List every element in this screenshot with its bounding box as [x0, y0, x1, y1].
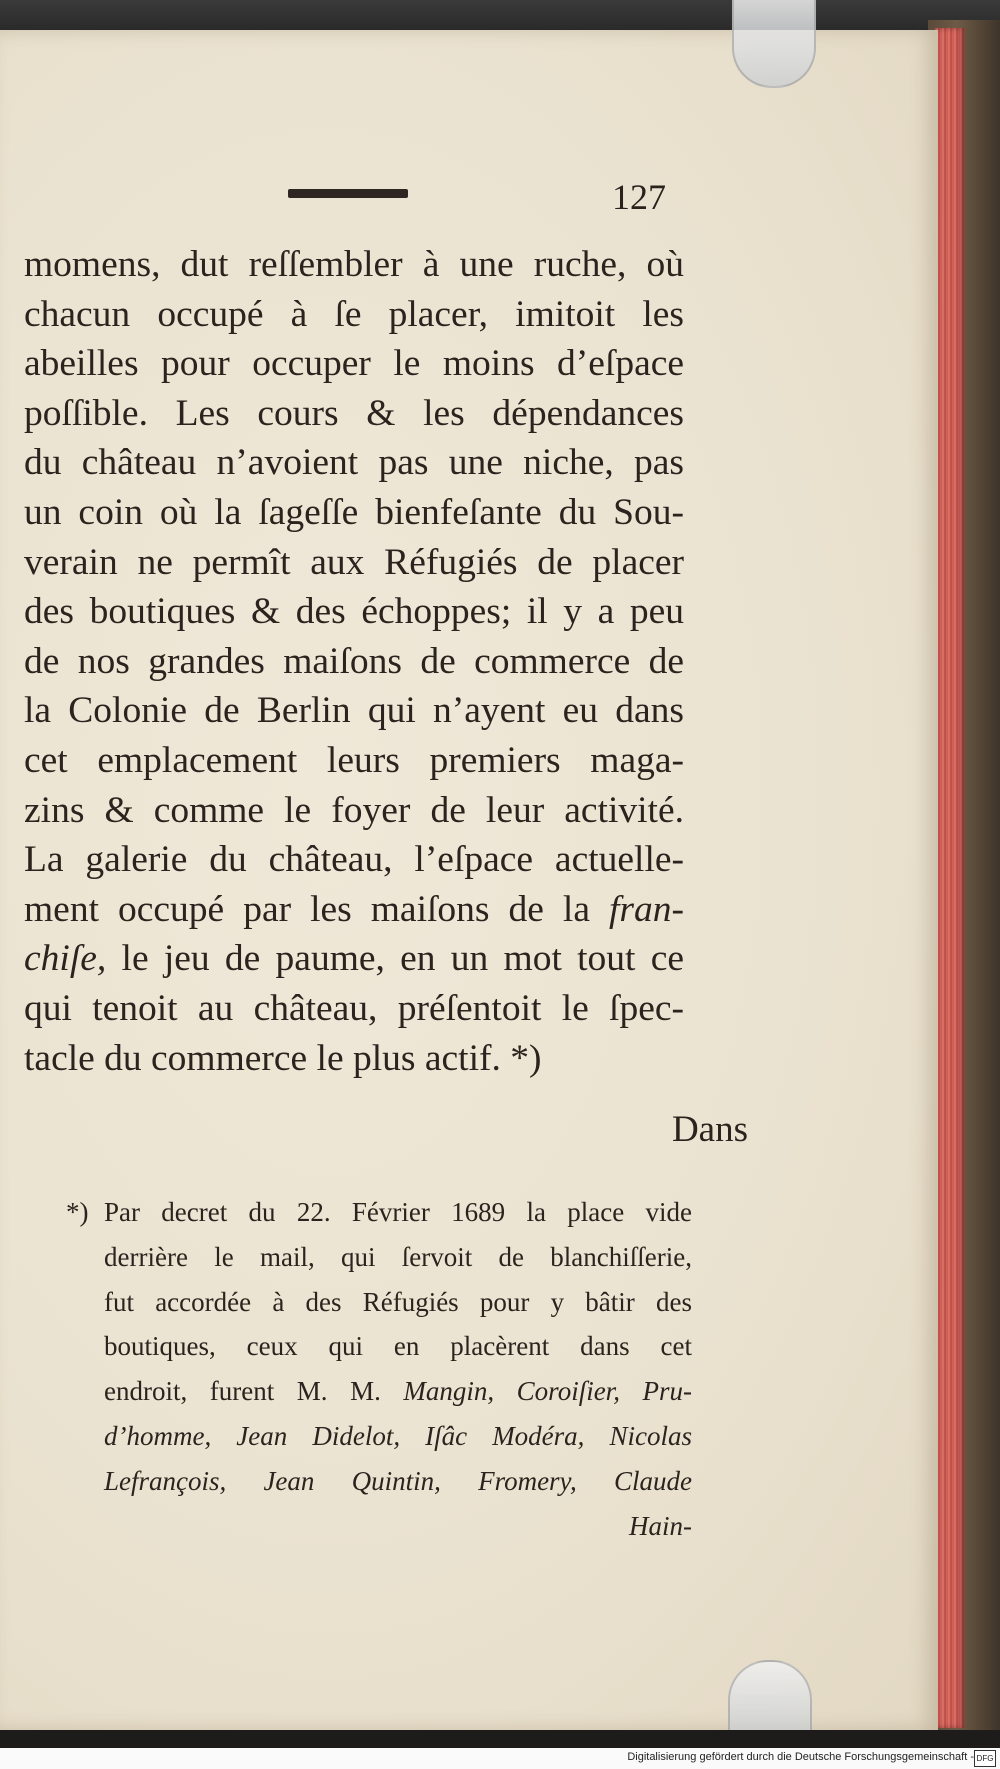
text-line: qui tenoit au château, préſentoit le ſpec-: [24, 987, 684, 1029]
footnote-line: d’homme, Jean Didelot, Iſâc Modéra, Nicolas: [104, 1420, 692, 1451]
text-line: momens, dut reſſembler à une ruche, où: [24, 244, 684, 285]
text-line: la Colonie de Berlin qui n’ayent eu dans: [24, 690, 684, 732]
text-line: cet emplacement leurs premiers maga-: [24, 739, 684, 781]
footnote-line: Lefrançois, Jean Quintin, Fromery, Claude: [104, 1465, 692, 1496]
red-page-edges: [935, 28, 965, 1728]
text-line: zins & comme le foyer de leur activité.: [24, 789, 684, 831]
text-line: La galerie du château, l’eſpace actuelle-: [24, 839, 684, 881]
italic-names: Mangin, Coroiſier, Pru-: [403, 1376, 692, 1407]
italic-word: fran-: [609, 888, 685, 930]
footnote-line: fut accordée à des Réfugiés pour y bâtir des: [104, 1286, 692, 1317]
text-line: [24, 934, 684, 984]
text-segment: le jeu de paume, en un mot tout ce: [121, 938, 685, 980]
italic-word: chiſe,: [24, 938, 107, 980]
main-text-block: [24, 240, 684, 1083]
digitization-credit: Digitalisierung gefördert durch die Deutsche Forschungsgemeinschaft -: [627, 1751, 974, 1763]
text-line: chacun occupé à ſe placer, imitoit les: [24, 293, 684, 335]
header-rule: [288, 189, 408, 198]
text-line: poſſible. Les cours & les dépendances: [24, 392, 684, 434]
page-number: 127: [612, 177, 666, 217]
text-line: [24, 885, 684, 935]
text-segment: ment occupé par les maiſons de la: [24, 888, 590, 930]
text-line: de nos grandes maiſons de commerce de: [24, 640, 684, 682]
text-line: du château n’avoient pas une niche, pas: [24, 442, 684, 484]
text-line: tacle du commerce le plus actif. *): [24, 1037, 542, 1079]
footnote-line: [66, 1190, 692, 1235]
footnote-marker: *): [66, 1197, 89, 1227]
text-line: un coin où la ſageſſe bienfeſante du Sou-: [24, 491, 684, 533]
text-segment: endroit, furent M. M.: [104, 1376, 381, 1407]
text-line: verain ne permît aux Réfugiés de placer: [24, 541, 684, 583]
footnote-block: [66, 1190, 692, 1548]
footnote-line: [66, 1369, 692, 1414]
footnote-line: derrière le mail, qui ſervoit de blanchiſſerie,: [104, 1241, 692, 1272]
dfg-logo-icon: DFG: [974, 1750, 996, 1767]
footnote-line: boutiques, ceux qui en placèrent dans cet: [104, 1331, 692, 1362]
glass-clip-icon: [728, 1660, 812, 1732]
text-line: abeilles pour occuper le moins d’eſpace: [24, 343, 684, 385]
text-line: des boutiques & des échoppes; il y a peu: [24, 591, 684, 633]
glass-clip-icon: [732, 0, 816, 88]
text-segment: Par decret du 22. Février 1689 la place vide: [104, 1197, 692, 1227]
catchword: Dans: [671, 1109, 748, 1150]
footnote-line: Hain-: [629, 1510, 692, 1541]
